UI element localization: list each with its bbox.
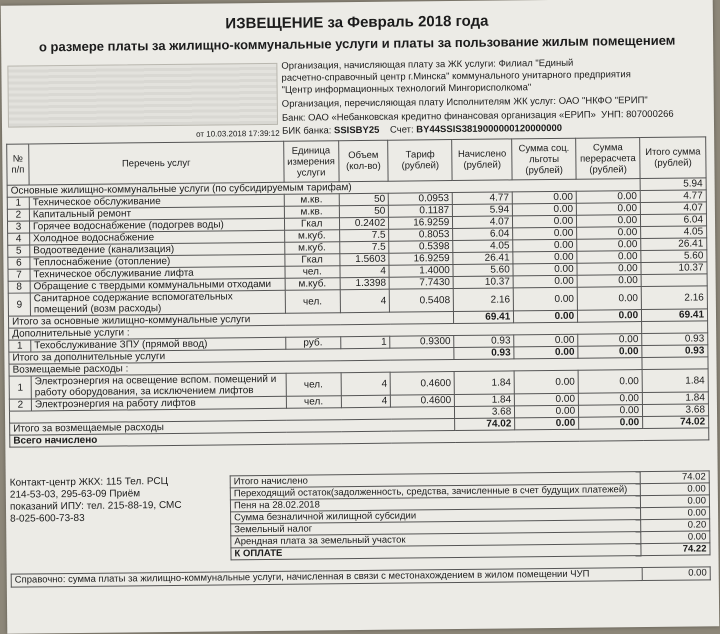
payment-notice — [1, 0, 720, 634]
volume: 1.3398 — [340, 277, 390, 290]
grand-total-label: Всего начислено — [10, 428, 709, 447]
unit: руб. — [286, 337, 341, 350]
total: 1.84 — [642, 392, 708, 405]
benefit: 0.00 — [513, 215, 577, 228]
volume: 7.5 — [339, 241, 389, 254]
contact-line-3: показаний ИПУ: тел. 215-88-19, СМС — [9, 499, 182, 513]
section-first-total: 5.94 — [640, 178, 706, 191]
totals-value: 0.00 — [641, 507, 710, 520]
service-name: Техническое обслуживание — [29, 194, 284, 209]
service-name: Техобслуживание ЗПУ (прямой ввод) — [31, 337, 286, 352]
section-first-total — [642, 357, 708, 370]
col-tariff: Тариф (рублей) — [388, 140, 452, 182]
unit: м.куб. — [285, 242, 340, 255]
extra-total: 3.68 — [643, 404, 709, 417]
service-name: Санитарное содержание вспомогательных помещений (возм расходы) — [30, 290, 285, 316]
tariff: 0.8053 — [389, 229, 453, 242]
volume: 4 — [341, 395, 391, 408]
volume: 1 — [340, 336, 390, 349]
account-value: BY44SSIS3819000000120000000 — [416, 122, 563, 136]
col-benefit: Сумма соц. льготы (рублей) — [512, 138, 576, 180]
benefit: 0.00 — [513, 275, 577, 288]
recalc: 0.00 — [576, 203, 640, 216]
service-name: Техническое обслуживание лифта — [30, 266, 285, 281]
bik-line — [282, 123, 562, 137]
unit: чел. — [285, 266, 340, 279]
recalc: 0.00 — [577, 239, 641, 252]
recalc: 0.00 — [578, 370, 642, 394]
bank-line — [282, 109, 674, 124]
row-number: 5 — [8, 245, 30, 257]
benefit: 0.00 — [515, 393, 579, 406]
recalc: 0.00 — [577, 275, 641, 288]
row-number: 4 — [8, 233, 30, 245]
notice-title: ИЗВЕЩЕНИЕ за Февраль 2018 года — [225, 12, 489, 33]
section-title: Дополнительные услуги : — [9, 322, 642, 341]
section-title: Возмещаемые расходы : — [9, 358, 642, 377]
recalc: 0.00 — [577, 251, 641, 264]
row-number: 1 — [9, 376, 31, 399]
contact-line-1: Контакт-центр ЖКХ: 115 Тел. РСЦ — [9, 476, 169, 489]
row-number: 6 — [8, 257, 30, 269]
unit: м.куб. — [284, 230, 339, 243]
contact-line-2: 214-53-03, 295-63-09 Приём — [9, 488, 141, 501]
col-volume: Объем (кол-во) — [338, 140, 388, 182]
tariff: 7.7430 — [390, 277, 454, 290]
charged: 4.07 — [453, 216, 513, 229]
subtotal-recalc: 0.00 — [578, 310, 642, 323]
subtotal-total: 0.93 — [642, 345, 708, 358]
totals-table — [230, 470, 711, 560]
totals-value: 74.02 — [640, 471, 709, 484]
service-name: Электроэнергия на работу лифтов — [31, 396, 286, 411]
tariff: 0.4600 — [391, 395, 455, 408]
org-line-3: "Центр информационных технологий Мингорисполкома" — [281, 82, 532, 96]
totals-label: Итого начислено — [230, 472, 640, 488]
service-name: Водоотведение (канализация) — [30, 242, 285, 257]
row-number: 2 — [7, 209, 29, 221]
total: 5.60 — [641, 250, 707, 263]
totals-value: 74.22 — [641, 543, 710, 556]
bik-value: SSISBY25 — [333, 124, 380, 137]
recalc: 0.00 — [577, 227, 641, 240]
totals-label: К ОПЛАТЕ — [231, 544, 641, 560]
unp-number: УНП: 807000266 — [601, 108, 674, 121]
charged: 10.37 — [453, 276, 513, 289]
volume: 4 — [341, 372, 391, 396]
redacted-address-area — [7, 63, 278, 128]
benefit: 0.00 — [513, 227, 577, 240]
service-name: Теплоснабжение (отопление) — [30, 254, 285, 269]
row-number: 7 — [8, 269, 30, 281]
col-num: № п/п — [7, 144, 29, 185]
table-body — [7, 178, 709, 447]
section-title: Основные жилищно-коммунальные услуги (по субсидируемым тарифам) — [7, 179, 640, 198]
charges-table — [6, 136, 709, 447]
total: 6.04 — [641, 214, 707, 227]
tariff: 16.9259 — [389, 217, 453, 230]
row-number: 8 — [8, 281, 30, 293]
charged: 5.60 — [453, 264, 513, 277]
total: 4.05 — [641, 226, 707, 239]
benefit: 0.00 — [513, 287, 577, 311]
col-total: Итого сумма (рублей) — [640, 137, 706, 179]
benefit: 0.00 — [513, 251, 577, 264]
subtotal-benefit: 0.00 — [514, 310, 578, 323]
print-date: от 10.03.2018 17:39:12 — [196, 128, 280, 139]
table-header-row — [7, 137, 706, 185]
charged: 2.16 — [454, 288, 514, 312]
totals-label: Арендная плата за земельный участок — [231, 532, 641, 548]
subtotal-charged: 74.02 — [455, 418, 515, 431]
subtotal-total: 69.41 — [642, 309, 708, 322]
total: 2.16 — [641, 286, 707, 310]
charged: 1.84 — [455, 394, 515, 407]
total: 4.07 — [640, 202, 706, 215]
recalc: 0.00 — [578, 334, 642, 347]
totals-value: 0.20 — [641, 519, 710, 532]
tariff: 0.5398 — [389, 241, 453, 254]
volume: 50 — [339, 205, 389, 218]
extra-benefit: 0.00 — [515, 405, 579, 418]
tariff: 16.9259 — [389, 253, 453, 266]
account-label: Счет: — [389, 124, 414, 136]
unit: м.кв. — [284, 206, 339, 219]
recalc: 0.00 — [577, 287, 641, 311]
charged: 4.77 — [453, 192, 513, 205]
reference-row — [11, 567, 710, 587]
volume: 0.2402 — [339, 217, 389, 230]
totals-label: Земельный налог — [231, 520, 641, 536]
service-name: Обращение с твердыми коммунальными отходами — [30, 278, 285, 293]
subtotal-label: Итого за основные жилищно-коммунальные услуги — [8, 312, 453, 329]
subtotal-label: Итого за возмещаемые расходы — [10, 419, 455, 436]
service-name: Электроэнергия на освещение вспом. помещений и работу оборудования, за исключением лифтов — [31, 373, 286, 399]
tariff: 0.1187 — [389, 205, 453, 218]
benefit: 0.00 — [514, 370, 578, 394]
tariff: 0.5408 — [390, 289, 454, 313]
total — [641, 274, 707, 287]
subtotal-charged: 0.93 — [454, 347, 514, 360]
footer-block — [9, 470, 710, 586]
volume: 7.5 — [339, 229, 389, 242]
tariff: 0.4600 — [391, 372, 455, 396]
charged: 0.93 — [454, 335, 514, 348]
row-number: 1 — [9, 340, 31, 352]
row-number: 9 — [8, 293, 30, 316]
subtotal-total: 74.02 — [643, 416, 709, 429]
org-line-2: расчетно-справочный центр г.Минска" коммунального унитарного предприятия — [281, 69, 631, 84]
volume: 4 — [340, 265, 390, 278]
col-name: Перечень услуг — [29, 141, 284, 185]
reference-value: 0.00 — [642, 567, 710, 581]
row-number: 2 — [9, 399, 31, 411]
bik-label: БИК банка: — [282, 125, 332, 137]
unit: Гкал — [285, 254, 340, 267]
benefit: 0.00 — [512, 191, 576, 204]
total: 4.77 — [640, 190, 706, 203]
unit: чел. — [286, 396, 341, 409]
unit: чел. — [285, 290, 340, 314]
service-name: Холодное водоснабжение — [30, 230, 285, 245]
service-name: Горячее водоснабжение (подогрев воды) — [29, 218, 284, 233]
benefit: 0.00 — [513, 263, 577, 276]
charged: 1.84 — [454, 371, 514, 395]
tariff: 0.9300 — [390, 336, 454, 349]
tariff: 0.0953 — [389, 193, 453, 206]
total: 0.93 — [642, 333, 708, 346]
subtotal-charged: 69.41 — [454, 311, 514, 324]
recalc: 0.00 — [577, 215, 641, 228]
notice-subtitle: о размере платы за жилищно-коммунальные услуги и платы за пользование жилым помещением — [38, 32, 676, 55]
totals-label: Переходящий остаток(задолженность, средства, зачисленные в счет будущих платежей) — [230, 484, 640, 500]
subtotal-recalc: 0.00 — [578, 346, 642, 359]
header-block — [5, 54, 706, 141]
unit: чел. — [286, 373, 341, 397]
row-number: 3 — [7, 221, 29, 233]
unit: м.кв. — [284, 194, 339, 207]
org-line-4: Организация, перечисляющая плату Исполнителям ЖК услуг: ОАО "НКФО "ЕРИП" — [281, 94, 648, 110]
unit: Гкал — [284, 218, 339, 231]
reference-label: Справочно: сумма платы за жилищно-коммунальные услуги, начисленная в связи с местонахождением в жилом помещении ЧУП — [11, 568, 642, 588]
volume: 4 — [340, 289, 390, 313]
col-unit: Единица измерения услуги — [283, 141, 338, 183]
total: 1.84 — [642, 369, 708, 393]
col-charged: Начислено (рублей) — [452, 139, 512, 181]
charged: 6.04 — [453, 228, 513, 241]
extra-recalc: 0.00 — [579, 405, 643, 418]
total: 10.37 — [641, 262, 707, 275]
totals-value: 0.00 — [641, 531, 710, 544]
totals-label: Пеня на 28.02.2018 — [230, 496, 640, 512]
recalc: 0.00 — [578, 393, 642, 406]
unit: м.куб. — [285, 278, 340, 291]
totals-value: 0.00 — [640, 483, 709, 496]
org-line-1: Организация, начисляющая плату за ЖК услуги: Филиал "Единый — [281, 57, 574, 72]
subtotal-benefit: 0.00 — [515, 417, 579, 430]
benefit: 0.00 — [513, 239, 577, 252]
bank-name: Банк: ОАО «Небанковская кредитно финансовая организация «ЕРИП» — [281, 109, 596, 124]
benefit: 0.00 — [513, 203, 577, 216]
totals-label: Сумма безналичной жилищной субсидии — [231, 508, 641, 524]
contact-info — [10, 475, 224, 525]
reference-table — [11, 566, 711, 587]
recalc: 0.00 — [576, 191, 640, 204]
service-name: Капитальный ремонт — [29, 206, 284, 221]
section-first-total — [642, 321, 708, 334]
charged: 4.05 — [453, 240, 513, 253]
recalc: 0.00 — [577, 263, 641, 276]
volume: 1.5603 — [339, 253, 389, 266]
benefit: 0.00 — [514, 334, 578, 347]
subtotal-benefit: 0.00 — [514, 346, 578, 359]
charged: 5.94 — [453, 204, 513, 217]
contact-line-4: 8-025-600-73-83 — [10, 512, 85, 525]
tariff: 1.4000 — [389, 265, 453, 278]
subtotal-label: Итого за дополнительные услуги — [9, 348, 454, 365]
totals-value: 0.00 — [640, 495, 709, 508]
charged: 26.41 — [453, 252, 513, 265]
volume: 50 — [339, 193, 389, 206]
col-recalc: Сумма перерасчета (рублей) — [576, 138, 640, 180]
subtotal-recalc: 0.00 — [579, 417, 643, 430]
total: 26.41 — [641, 238, 707, 251]
row-number: 1 — [7, 197, 29, 209]
extra-charged: 3.68 — [455, 406, 515, 419]
